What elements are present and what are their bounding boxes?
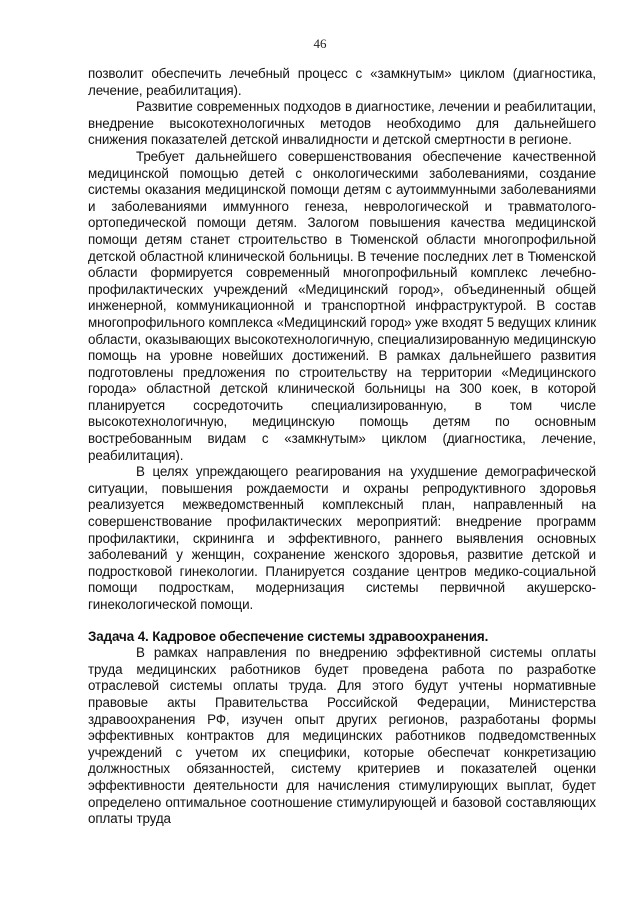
- paragraph-payment-system: В рамках направления по внедрению эффективной системы оплаты труда медицинских работников будет проведена работа по разработке отраслевой системы оплаты труда. Для этого будут учтены нормативные правовые акты Правительства Российской Федерации, Министерства здравоохранения РФ, изучен опыт других регионов, разработаны формы эффективных контрактов для медицинских работников подведомственных учреждений с учетом их специфики, которые обеспечат конкретизацию должностных обязанностей, систему критериев и показателей оценки эффективности деятельности для начисления стимулирующих выплат, будет определено оптимальное соотношение стимулирующей и базовой составляющих оплаты труда: [88, 645, 596, 827]
- page-body: [88, 66, 596, 828]
- paragraph-continuation: позволит обеспечить лечебный процесс с «замкнутым» циклом (диагностика, лечение, реабилитация).: [88, 66, 596, 98]
- paragraph-demography: В целях упреждающего реагирования на ухудшение демографической ситуации, повышения рождаемости и охраны репродуктивного здоровья реализуется межведомственный комплексный план, направленный на совершенствование профилактических мероприятий: внедрение программ профилактики, скрининга и эффективного, раннего выявления основных заболеваний у женщин, сохранение женского здоровья, развитие детской и подростковой гинекологии. Планируется создание центров медико-социальной помощи подросткам, модернизация системы первичной акушерско-гинекологической помощи.: [88, 464, 596, 612]
- page-number: 46: [313, 36, 327, 51]
- paragraph-modern-approaches: Развитие современных подходов в диагностике, лечении и реабилитации, внедрение высокотехнологичных методов необходимо для дальнейшего снижения показателей детской инвалидности и детской смертности в регионе.: [88, 99, 596, 148]
- paragraph-medical-city: Требует дальнейшего совершенствования обеспечение качественной медицинской помощью детей с онкологическими заболеваниями, создание системы оказания медицинской помощи детям с аутоиммунными заболеваниями и заболеваниями иммунного генеза, неврологической и травматолого-ортопедической помощи детям. Залогом повышения качества медицинской помощи детям станет строительство в Тюменской области многопрофильной детской областной клинической больницы. В течение последних лет в Тюменской области формируется современный многопрофильный комплекс лечебно-профилактических учреждений «Медицинский город», объединенный общей инженерной, коммуникационной и транспортной инфраструктурой. В состав многопрофильного комплекса «Медицинский город» уже входят 5 ведущих клиник области, оказывающих высокотехнологичную, специализированную медицинскую помощь на уровне новейших достижений. В рамках дальнейшего развития подготовлены предложения по строительству на территории «Медицинского города» областной детской клинической больницы на 300 коек, в которой планируется сосредоточить специализированную, в том числе высокотехнологичную, медицинскую помощь детям по основным востребованным видам с «замкнутым» циклом (диагностика, лечение, реабилитация).: [88, 148, 596, 463]
- section-heading: Задача 4. Кадровое обеспечение системы здравоохранения.: [88, 628, 489, 644]
